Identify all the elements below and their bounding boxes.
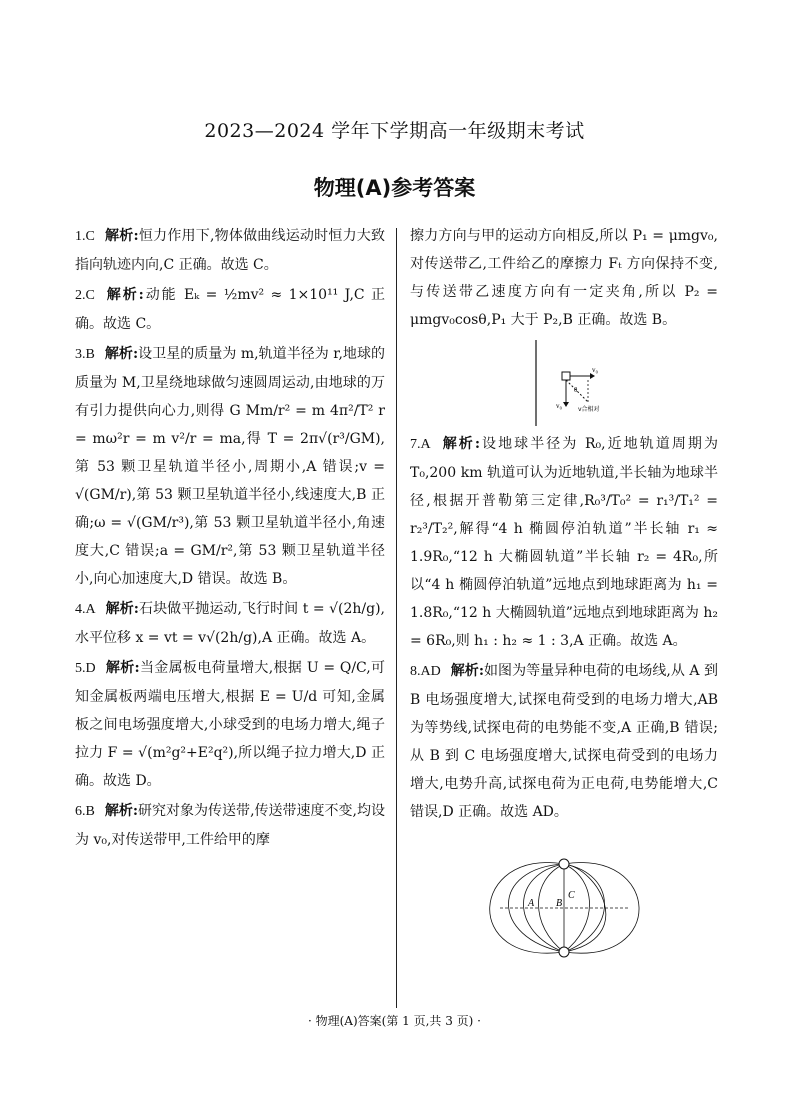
v0-arrowhead-down — [563, 402, 569, 407]
question-3: 3.B 解析:设卫星的质量为 m,轨道半径为 r,地球的质量为 M,卫星绕地球做匀速圆周运动,由地球的万有引力提供向心力,则得 G Mm/r² = m 4π²/T² r = mω²r = m v²/r = ma,得 T = 2π√(r³/GM),第 53 颗卫星轨道半径小,周期小,A 错误;v = √(GM/r),第 53 颗卫星轨道半径小,线速度大,B 正确;ω = √(GM/r³),第 53 颗卫星轨道半径小,角速度大,C 错误;a = GM/r²,第 53 颗卫星轨道半径小,向心加速度大,D 错误。故选 B。 — [75, 346, 386, 587]
label-v0-bottom: v₀ — [556, 402, 562, 410]
label-B: B — [556, 898, 563, 909]
conveyor-velocity-figure — [410, 336, 718, 430]
velocity-diagram — [410, 336, 718, 430]
electric-field-figure — [410, 828, 718, 988]
question-2: 2.C 解析:动能 Eₖ = ½mv² ≈ 1×10¹¹ J,C 正确。故选 C。 — [75, 287, 385, 332]
question-8: 8.AD 解析:如图为等量异种电荷的电场线,从 A 到 B 电场强度增大,试探电荷受到的电场力增大,AB 为等势线,试探电荷的电势能不变,A 正确,B 错误;从 B 到 C 电场强度增大,试探电荷受到的电场力增大,电势升高,试探电荷为正电荷,电势能增大,C 错误,D 正确。故选 AD。 — [410, 663, 718, 820]
exam-title: 2023—2024 学年下学期高一年级期末考试 — [204, 120, 585, 142]
column-divider — [396, 228, 397, 1008]
workpiece-box — [562, 372, 570, 380]
page-footer: · 物理(A)答案(第 1 页,共 3 页) · — [308, 1014, 481, 1028]
question-1: 1.C 解析:恒力作用下,物体做曲线运动时恒力大致指向轨迹内向,C 正确。故选 C。 — [75, 228, 386, 273]
label-v0-top: v₀ — [592, 366, 598, 374]
answer-key-title: 物理(A)参考答案 — [313, 176, 476, 200]
right-column — [410, 222, 718, 988]
left-column — [75, 222, 385, 856]
positive-charge — [559, 859, 569, 869]
question-4: 4.A 解析:石块做平抛运动,飞行时间 t = √(2h/g),水平位移 x = vt = v√(2h/g),A 正确。故选 A。 — [75, 601, 385, 646]
question-6-continued: 擦力方向与甲的运动方向相反,所以 P₁ = μmgv₀,对传送带乙,工件给乙的摩擦力 Fₜ 方向保持不变,与传送带乙速度方向有一定夹角,所以 P₂ = μmgv₀cosθ,P₁ 大于 P₂,B 正确。故选 B。 — [410, 228, 718, 328]
label-theta: θ — [574, 386, 578, 394]
question-5: 5.D 解析:当金属板电荷量增大,根据 U = Q/C,可知金属板两端电压增大,根据 E = U/d 可知,金属板之间电场强度增大,小球受到的电场力增大,绳子拉力 F = √(m²g²+E²q²),所以绳子拉力增大,D 正确。故选 D。 — [75, 660, 386, 789]
field-lines-diagram — [410, 828, 718, 988]
label-C: C — [568, 890, 575, 901]
label-v-rel: v合相对 — [578, 406, 600, 413]
question-7: 7.A 解析:设地球半径为 R₀,近地轨道周期为 T₀,200 km 轨道可认为近地轨道,半长轴为地球半径,根据开普勒第三定律,R₀³/T₀² = r₁³/T₁² = r₂³/T₂²,解得“4 h 椭圆停泊轨道”半长轴 r₁ ≈ 1.9R₀,“12 h 大椭圆轨道”半长轴 r₂ = 4R₀,所以“4 h 椭圆停泊轨道”远地点到地球距离为 h₁ = 1.8R₀,“12 h 大椭圆轨道”远地点到地球距离为 h₂ = 6R₀,则 h₁ : h₂ ≈ 1 : 3,A 正确。故选 A。 — [410, 436, 718, 649]
label-A: A — [528, 898, 535, 909]
question-6: 6.B 解析:研究对象为传送带,传送带速度不变,均设为 v₀,对传送带甲,工件给甲的摩 — [75, 803, 385, 848]
negative-charge — [559, 947, 569, 957]
